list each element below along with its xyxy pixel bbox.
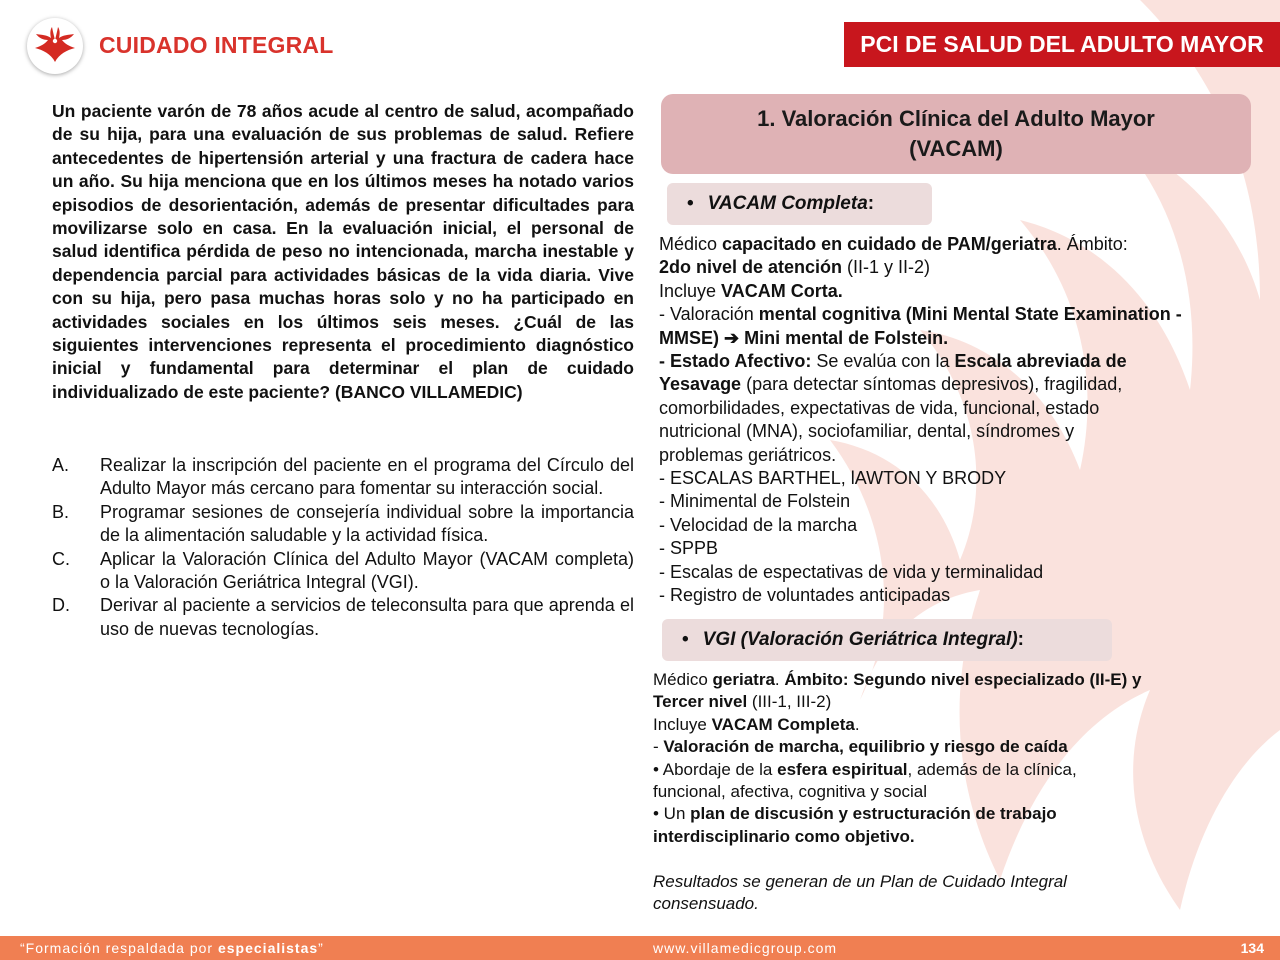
detail-line: • Un plan de discusión y estructuración de trabajo	[653, 804, 1057, 824]
detail-line: - Valoración mental cognitiva (Mini Mental State Examination -	[659, 304, 1182, 325]
detail-line: MMSE) ➔ Mini mental de Folstein.	[659, 327, 949, 348]
question-text: Un paciente varón de 78 años acude al centro de salud, acompañado de su hija, para una evaluación de sus problemas de salud. Refiere antecedentes de hipertensión arterial y una fractura de cadera hace un año. Su hija menciona que en los últimos meses ha notado varios episodios de desorientación, además de presentar dificultades para movilizarse solo en casa. En la evaluación inicial, el personal de salud identifica pérdida de peso no intencionada, marcha inestable y dependencia parcial para actividades básicas de la vida diaria. Vive con su hija, pero pasa muchas horas solo y no ha participado en actividades sociales en los últimos seis meses. ¿Cuál de las siguientes intervenciones representa el procedimiento diagnóstico inicial y fundamental para determinar el plan de cuidado individualizado de este paciente? (BANCO VILLAMEDIC)	[52, 101, 634, 402]
detail-line: funcional, afectiva, cognitiva y social	[653, 782, 928, 802]
option-letter: C.	[52, 548, 70, 569]
scale-list-item: - Velocidad de la marcha	[659, 514, 858, 535]
scale-list-item: - Minimental de Folstein	[659, 491, 851, 512]
vacam-completa-details	[659, 233, 1259, 608]
vacam-completa-pill	[667, 183, 932, 225]
bullet-icon: •	[687, 193, 694, 214]
footer-tagline: “Formación respaldada por especialistas”	[20, 940, 324, 956]
answer-options	[52, 454, 634, 641]
detail-line: Incluye VACAM Completa.	[653, 714, 860, 734]
vacam-title-line2: (VACAM)	[909, 136, 1003, 161]
detail-line: Yesavage (para detectar síntomas depresivos), fragilidad,	[659, 374, 1123, 395]
section-banner: PCI DE SALUD DEL ADULTO MAYOR	[844, 22, 1280, 67]
vacam-title-box	[661, 94, 1251, 174]
scale-list-item: - Registro de voluntades anticipadas	[659, 585, 951, 606]
vgi-details	[653, 669, 1253, 915]
vgi-label: VGI (Valoración Geriátrica Integral)	[702, 629, 1018, 650]
label-colon: :	[1017, 629, 1024, 650]
result-line: Resultados se generan de un Plan de Cuidado Integral	[653, 871, 1067, 891]
scale-list-item: - SPPB	[659, 538, 719, 559]
option-text: Aplicar la Valoración Clínica del Adulto Mayor (VACAM completa) o la Valoración Geriátrica Integral (VGI).	[100, 548, 634, 593]
option-text: Derivar al paciente a servicios de teleconsulta para que aprenda el uso de nuevas tecnologías.	[100, 595, 634, 639]
detail-line: interdisciplinario como objetivo.	[653, 826, 915, 846]
option-letter: B.	[52, 501, 70, 522]
option-c[interactable]	[52, 548, 634, 595]
option-text: Realizar la inscripción del paciente en el programa del Círculo del Adulto Mayor más cercano para fomentar su interacción social.	[100, 455, 634, 499]
detail-line: problemas geriátricos.	[659, 444, 837, 465]
detail-line: - Estado Afectivo: Se evalúa con la Escala abreviada de	[659, 351, 1127, 372]
footer-url[interactable]: www.villamedicgroup.com	[653, 940, 838, 956]
phoenix-wings-icon	[33, 26, 77, 66]
option-letter: A.	[52, 455, 70, 475]
result-line: consensuado.	[653, 894, 759, 914]
detail-line: Tercer nivel (III-1, III-2)	[653, 692, 832, 712]
footer-bar	[0, 936, 1280, 960]
option-text: Programar sesiones de consejería individual sobre la importancia de la alimentación saludable y la actividad física.	[100, 501, 634, 546]
scale-list-item: - ESCALAS BARTHEL, lAWTON Y BRODY	[659, 468, 1007, 489]
option-a[interactable]	[52, 454, 634, 501]
detail-line: Médico capacitado en cuidado de PAM/geriatra. Ámbito:	[659, 234, 1128, 254]
option-letter: D.	[52, 595, 70, 616]
detail-line: comorbilidades, expectativas de vida, funcional, estado	[659, 397, 1100, 418]
detail-line: Médico geriatra. Ámbito: Segundo nivel especializado (II-E) y	[653, 670, 1142, 689]
vacam-completa-label: VACAM Completa	[707, 193, 868, 214]
bullet-icon: •	[682, 629, 689, 650]
option-b[interactable]	[52, 501, 634, 548]
vacam-title-line1: 1. Valoración Clínica del Adulto Mayor	[757, 106, 1155, 131]
arrow-right-icon: ➔	[724, 327, 740, 348]
scale-list-item: - Escalas de espectativas de vida y terminalidad	[659, 561, 1044, 582]
detail-line: 2do nivel de atención (II-1 y II-2)	[659, 257, 931, 278]
detail-line: Incluye VACAM Corta.	[659, 280, 843, 301]
page-number: 134	[1240, 940, 1264, 956]
detail-line: • Abordaje de la esfera espiritual, además de la clínica,	[653, 759, 1077, 779]
brand-title: CUIDADO INTEGRAL	[99, 32, 334, 58]
label-colon: :	[867, 193, 875, 214]
logo	[27, 18, 83, 74]
vgi-pill	[662, 619, 1112, 661]
detail-line: nutricional (MNA), sociofamiliar, dental, síndromes y	[659, 421, 1075, 442]
option-d[interactable]	[52, 594, 634, 641]
detail-line: - Valoración de marcha, equilibrio y riesgo de caída	[653, 737, 1068, 757]
